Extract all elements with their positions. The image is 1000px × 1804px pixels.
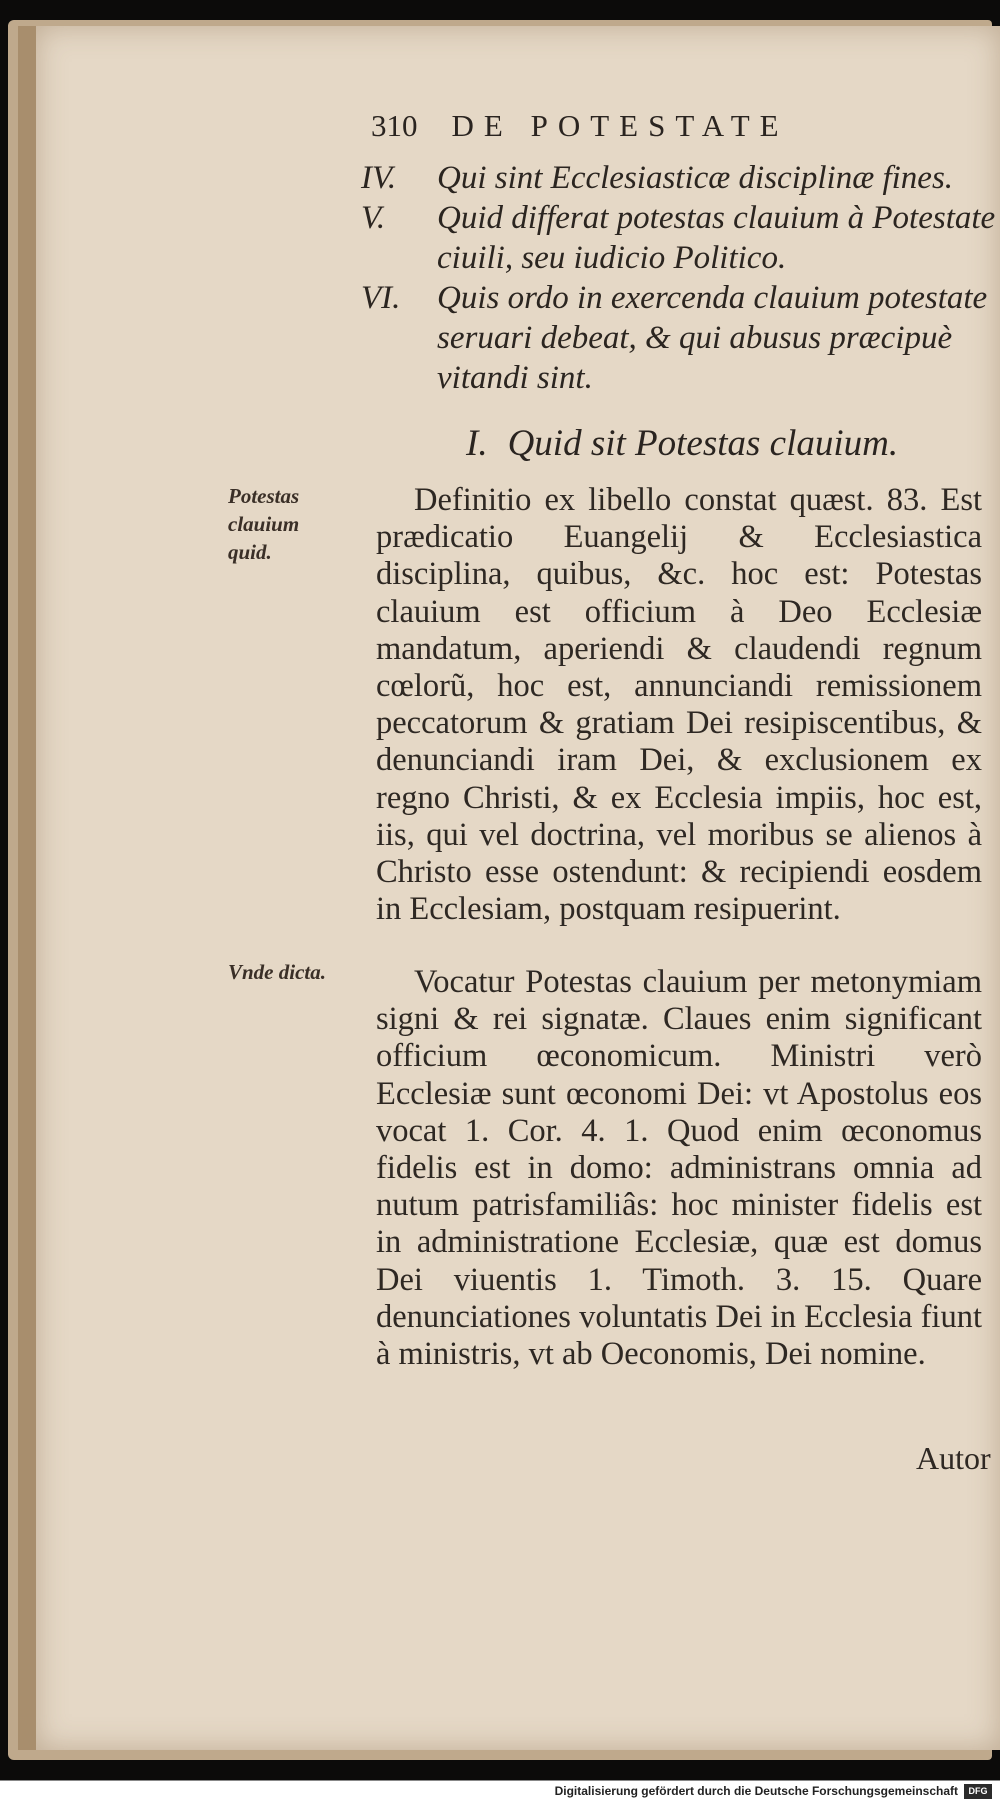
question-number: VI. [361, 280, 401, 316]
page-number: 310 [371, 108, 418, 143]
margin-note: Vnde dicta. [228, 960, 326, 984]
digitization-footer [0, 1780, 1000, 1804]
page-content [36, 26, 1000, 1750]
question-list [361, 158, 1000, 398]
catchword: Autor [916, 1440, 991, 1476]
question-item [361, 278, 1000, 398]
question-number: IV. [361, 160, 397, 196]
dfg-logo: DFG [964, 1784, 992, 1799]
paragraph: Definitio ex libello constat quæst. 83. Est prædicatio Euangelij & Ecclesiastica disciplina, quibus, &c. hoc est: Potestas clauium est officium à Deo Ecclesiæ mandatum, aperiendi & claudendi regnum cœlorũ, hoc est, annunciandi remissionem peccatorum & gratiam Dei resipiscentibus, & denunciandi iram Dei, & exclusionem ex regno Christi, & ex Ecclesia impiis, hoc est, iis, qui vel doctrina, vel moribus se alienos à Christo esse ostendunt: & recipiendi eosdem in Ecclesiam, postquam resipuerint. [376, 482, 982, 928]
margin-note: Potestas clauium quid. [228, 484, 300, 564]
book-page [18, 26, 1000, 1750]
section-number: I. [466, 423, 488, 464]
question-text: Qui sint Ecclesiasticæ disciplinæ fines. [437, 160, 954, 196]
section-heading [466, 422, 966, 465]
running-head [371, 108, 971, 144]
question-item [361, 198, 1000, 278]
paragraph: Vocatur Potestas clauium per metonymiam signi & rei signatæ. Claues enim significant officium œconomicum. Ministri verò Ecclesiæ sunt œconomi Dei: vt Apostolus eos vocat 1. Cor. 4. 1. Quod enim œconomus fidelis est in domo: administrans omnia ad nutum patrisfamiliâs: hoc minister fidelis est in administratione Ecclesiæ, quæ est domus Dei viuentis 1. Timoth. 3. 15. Quare denunciationes voluntatis Dei in Ecclesia fiunt à ministris, vt ab Oeconomis, Dei nomine. [376, 964, 982, 1373]
funding-credit: Digitalisierung gefördert durch die Deutsche Forschungsgemeinschaft [554, 1784, 958, 1798]
question-number: V. [361, 200, 386, 236]
question-text: Quis ordo in exercenda clauium potestate seruari debeat, & qui abusus præcipuè vitandi sint. [437, 280, 988, 396]
question-text: Quid differat potestas clauium à Potestate ciuili, seu iudicio Politico. [437, 200, 996, 276]
question-item [361, 158, 1000, 198]
section-title: Quid sit Potestas clauium. [507, 423, 899, 464]
running-title: DE POTESTATE [451, 108, 789, 143]
